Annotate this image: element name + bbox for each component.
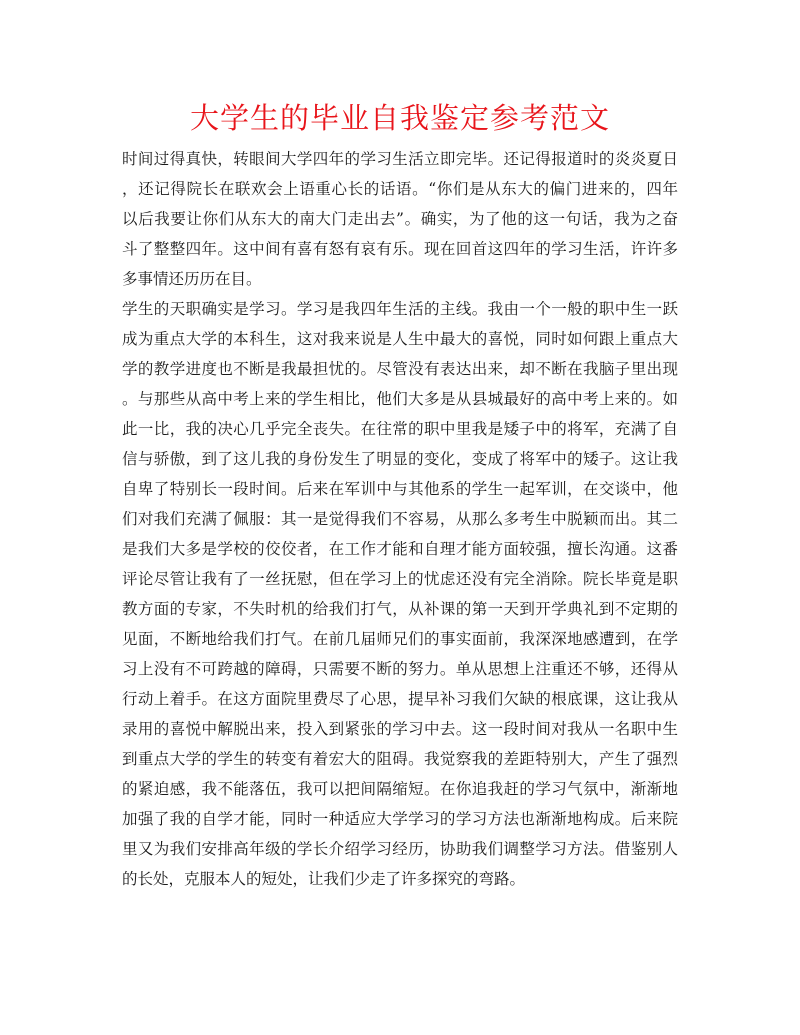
text-line: 自卑了特别长一段时间。后来在军训中与其他系的学生一起军训，在交谈中，他: [122, 480, 678, 498]
text-line: ，还记得院长在联欢会上语重心长的话语。“你们是从东大的偏门进来的，四年: [122, 180, 678, 198]
paragraph-study: [122, 294, 678, 894]
text-line: 行动上着手。在这方面院里费尽了心思，提早补习我们欠缺的根底课，这让我从: [122, 690, 678, 708]
text-line: 里又为我们安排高年级的学长介绍学习经历，协助我们调整学习方法。借鉴别人: [122, 840, 678, 858]
text-line: 见面，不断地给我们打气。在前几届师兄们的事实面前，我深深地感遭到，在学: [122, 630, 678, 648]
text-line: 信与骄傲，到了这儿我的身份发生了明显的变化，变成了将军中的矮子。这让我: [122, 450, 678, 468]
text-line: 们对我们充满了佩服：其一是觉得我们不容易，从那么多考生中脱颖而出。其二: [122, 510, 678, 528]
text-line: 此一比，我的决心几乎完全丧失。在往常的职中里我是矮子中的将军，充满了自: [122, 420, 678, 438]
text-line: 的紧迫感，我不能落伍，我可以把间隔缩短。在你追我赶的学习气氛中，渐渐地: [122, 780, 678, 798]
text-line: 多事情还历历在目。: [122, 270, 262, 288]
text-line: 成为重点大学的本科生，这对我来说是人生中最大的喜悦，同时如何跟上重点大: [122, 330, 678, 348]
paragraph-intro: [122, 144, 678, 294]
text-line: 学生的天职确实是学习。学习是我四年生活的主线。我由一个一般的职中生一跃: [122, 300, 678, 318]
text-line: 斗了整整四年。这中间有喜有怒有哀有乐。现在回首这四年的学习生活，许许多: [122, 240, 678, 258]
text-line: 到重点大学的学生的转变有着宏大的阻碍。我觉察我的差距特别大，产生了强烈: [122, 750, 678, 768]
text-line: 的长处，克服本人的短处，让我们少走了许多探究的弯路。: [122, 870, 526, 888]
text-line: 以后我要让你们从东大的南大门走出去”。确实，为了他的这一句话，我为之奋: [122, 210, 678, 228]
text-line: 学的教学进度也不断是我最担忧的。尽管没有表达出来，却不断在我脑子里出现: [122, 360, 678, 378]
text-line: 加强了我的自学才能，同时一种适应大学学习的学习方法也渐渐地构成。后来院: [122, 810, 678, 828]
document-title: 大学生的毕业自我鉴定参考范文: [189, 101, 610, 135]
text-line: 录用的喜悦中解脱出来，投入到紧张的学习中去。这一段时间对我从一名职中生: [122, 720, 678, 738]
text-line: 是我们大多是学校的佼佼者，在工作才能和自理才能方面较强，擅长沟通。这番: [122, 540, 678, 558]
text-line: 时间过得真快，转眼间大学四年的学习生活立即完毕。还记得报道时的炎炎夏日: [122, 150, 678, 168]
text-line: 习上没有不可跨越的障碍，只需要不断的努力。单从思想上注重还不够，还得从: [122, 660, 678, 678]
document-body: [122, 144, 678, 894]
text-line: 教方面的专家，不失时机的给我们打气，从补课的第一天到开学典礼到不定期的: [122, 600, 678, 618]
text-line: 评论尽管让我有了一丝抚慰，但在学习上的忧虑还没有完全消除。院长毕竟是职: [122, 570, 678, 588]
text-line: 。与那些从高中考上来的学生相比，他们大多是从县城最好的高中考上来的。如: [122, 390, 678, 408]
